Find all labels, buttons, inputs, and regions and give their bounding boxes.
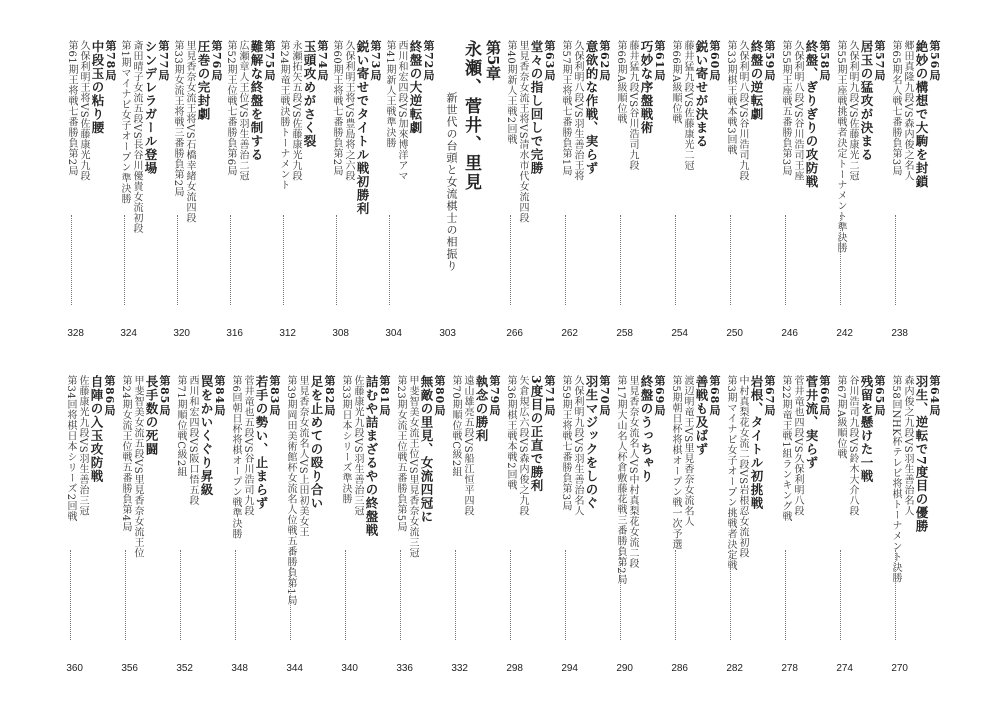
- game-players: 中村真梨花女流二段VS岩根忍女流初段: [737, 375, 748, 559]
- game-title: 善戦も及ばず: [694, 375, 709, 456]
- game-number: 第81局: [378, 375, 391, 417]
- toc-entry[interactable]: [615, 375, 665, 675]
- toc-entry[interactable]: [331, 40, 381, 340]
- game-players: 菅井竜也五段VS谷川浩司九段: [242, 375, 253, 517]
- dot-leader: [283, 215, 284, 305]
- game-event: 第57期王将戦七番勝負第1局: [560, 40, 571, 177]
- toc-entry[interactable]: [780, 40, 830, 340]
- game-title: 羽生マジックをしのぐ: [584, 375, 599, 510]
- game-number: 第56局: [928, 40, 941, 82]
- toc-entry[interactable]: [670, 375, 720, 675]
- dot-leader: [785, 550, 786, 640]
- game-title: 中段玉の粘り腰: [90, 40, 105, 135]
- game-number: 第59局: [763, 40, 776, 82]
- dot-leader: [124, 215, 125, 305]
- game-number: 第60局: [708, 40, 721, 82]
- toc-entry[interactable]: [670, 40, 720, 340]
- game-players: 久保利明九段VS羽生善治名人: [572, 375, 583, 517]
- game-title: 残留を懸けた一戦: [859, 375, 874, 483]
- game-event: 第67期A級順位戦: [835, 375, 846, 460]
- toc-entry[interactable]: [835, 40, 885, 340]
- game-players: 谷川浩司九段VS鈴木大介八段: [847, 375, 858, 517]
- game-players: 久保利明王将VS佐藤康光九段: [78, 40, 89, 182]
- page-number: 336: [396, 663, 413, 674]
- page-number: 308: [332, 328, 349, 339]
- game-number: 第79局: [488, 375, 501, 417]
- game-event: 第5期朝日杯将棋オープン戦一次予選: [670, 375, 681, 550]
- page-number: 303: [439, 328, 456, 339]
- dot-leader: [510, 550, 511, 640]
- page-number: 340: [341, 663, 358, 674]
- dot-leader: [71, 215, 72, 305]
- page-number: 238: [891, 328, 908, 339]
- game-number: 第82局: [323, 375, 336, 417]
- dot-leader: [895, 215, 896, 305]
- chapter-heading[interactable]: [440, 40, 500, 340]
- page-number: 324: [120, 328, 137, 339]
- game-event: 第65期名人戦七番勝負第3局: [890, 40, 901, 177]
- page-number: 348: [231, 663, 248, 674]
- game-players: 佐藤康光九段VS羽生善治三冠: [352, 375, 363, 517]
- chapter-title: 永瀬、菅井、里見: [461, 40, 481, 192]
- page-number: 242: [836, 328, 853, 339]
- game-number: 第85局: [158, 375, 171, 417]
- dot-leader: [345, 550, 346, 640]
- toc-entry[interactable]: [119, 40, 169, 340]
- game-number: 第65局: [873, 375, 886, 417]
- game-players: 遠山雄亮五段VS船江恒平四段: [462, 375, 473, 517]
- game-number: 第86局: [103, 375, 116, 417]
- game-title: 詰むや詰まざるやの終盤戦: [364, 375, 379, 537]
- game-title: 居玉の猛攻が決まる: [859, 40, 874, 162]
- chapter-number: 第5章: [484, 40, 502, 81]
- game-event: 第40期新人王戦2回戦: [505, 40, 516, 145]
- page-number: 328: [67, 328, 84, 339]
- toc-entry[interactable]: [725, 375, 775, 675]
- game-players: 広瀬章人王位VS羽生善治二冠: [237, 40, 248, 182]
- game-players: 森内俊之九段VS羽生善治名人: [902, 375, 913, 517]
- toc-entry[interactable]: [285, 375, 335, 675]
- game-players: 里見香奈女流王将VS清水市代女流四段: [517, 40, 528, 224]
- game-event: 第24期女流王位戦五番勝負第4局: [120, 375, 131, 533]
- toc-entry[interactable]: [450, 375, 500, 675]
- dot-leader: [510, 215, 511, 305]
- page-number: 352: [176, 663, 193, 674]
- game-event: 第6回朝日杯将棋オープン戦準決勝: [230, 375, 241, 540]
- game-players: 甲斐智美女流王位VS里見香奈女流三冠: [407, 375, 418, 559]
- page-number: 316: [226, 328, 243, 339]
- game-title: 岩根、タイトル初挑戦: [749, 375, 764, 510]
- toc-entry[interactable]: [890, 40, 940, 340]
- game-number: 第84局: [213, 375, 226, 417]
- game-players: 斎田晴子女流五段VS長谷川優貴女流初段: [131, 40, 142, 234]
- toc-entry[interactable]: [278, 40, 328, 340]
- toc-entry[interactable]: [120, 375, 170, 675]
- game-event: 第70期順位戦C級2組: [450, 375, 461, 478]
- dot-leader: [840, 215, 841, 305]
- game-number: 第83局: [268, 375, 281, 417]
- chapter-description: 新世代の台頭と女流棋士の相振り: [445, 92, 458, 272]
- game-event: 第61期王将戦七番勝負第2局: [66, 40, 77, 177]
- game-event: 第41期新人王戦準決勝: [384, 40, 395, 149]
- game-title: 難解な終盤を制する: [249, 40, 264, 162]
- toc-entry[interactable]: [225, 40, 275, 340]
- page-number: 294: [561, 663, 578, 674]
- toc-entry[interactable]: [340, 375, 390, 675]
- game-event: 第36期棋王戦本戦2回戦: [505, 375, 516, 491]
- dot-leader: [895, 550, 896, 640]
- page-number: 278: [781, 663, 798, 674]
- game-title: 圧巻の完封劇: [196, 40, 211, 121]
- game-players: 里見香奈女流名人VS上田初美女王: [297, 375, 308, 538]
- game-number: 第72局: [422, 40, 435, 82]
- game-title: 絶妙の構想で大駒を封鎖: [914, 40, 929, 189]
- game-title: 巧妙な序盤戦術: [639, 40, 654, 135]
- toc-entry[interactable]: [175, 375, 225, 675]
- game-event: 第24期竜王戦決勝トーナメント: [278, 40, 289, 191]
- page-number: 356: [121, 663, 138, 674]
- game-title: 3度目の正直で勝利: [529, 375, 544, 493]
- toc-entry[interactable]: [835, 375, 885, 675]
- dot-leader: [125, 550, 126, 640]
- game-event: 第1期マイナビ女子オープン準決勝: [119, 40, 130, 205]
- page-number: 312: [279, 328, 296, 339]
- game-title: 菅井流、実らず: [804, 375, 819, 470]
- game-players: 渡辺明竜王VS里見香奈女流名人: [682, 375, 693, 527]
- game-players: 郷田真隆九段VS森内俊之名人: [902, 40, 913, 182]
- game-players: 里見香奈女流王将VS石橋幸緒女流四段: [184, 40, 195, 224]
- game-event: 第33期女流王将戦三番勝負第2局: [172, 40, 183, 198]
- dot-leader: [455, 550, 456, 640]
- toc-entry[interactable]: [780, 375, 830, 675]
- dot-leader: [785, 215, 786, 305]
- game-players: 永瀬拓矢五段VS佐藤康光九段: [290, 40, 301, 182]
- game-event: 第71期順位戦C級2組: [175, 375, 186, 478]
- toc-entry[interactable]: [725, 40, 775, 340]
- game-title: シンデレラガール登場: [143, 40, 158, 175]
- page-number: 332: [451, 663, 468, 674]
- game-event: 第66期A級順位戦: [615, 40, 626, 125]
- game-players: 久保利明八段VS谷川浩司王座: [792, 40, 803, 182]
- toc-section-bottom-left: [60, 375, 500, 675]
- game-title: 鋭い寄せでタイトル戦初勝利: [355, 40, 370, 216]
- game-number: 第80局: [433, 375, 446, 417]
- game-players: 久保利明九段VS佐藤康光二冠: [847, 40, 858, 182]
- page-number: 246: [781, 328, 798, 339]
- game-number: 第63局: [543, 40, 556, 82]
- page-number: 286: [671, 663, 688, 674]
- page-number: 344: [286, 663, 303, 674]
- dot-leader: [565, 215, 566, 305]
- page-number: 270: [891, 663, 908, 674]
- dot-leader: [675, 550, 676, 640]
- game-event: 第22期竜王戦1組ランキング戦: [780, 375, 791, 522]
- game-title: 堂々の指し回しで完勝: [529, 40, 544, 175]
- dot-leader: [180, 550, 181, 640]
- page-number: 262: [561, 328, 578, 339]
- game-number: 第78局: [104, 40, 117, 82]
- game-event: 第34回将棋日本シリーズ2回戦: [65, 375, 76, 522]
- page-number: 320: [173, 328, 190, 339]
- game-number: 第76局: [210, 40, 223, 82]
- game-number: 第75局: [263, 40, 276, 82]
- game-event: 第66期A級順位戦: [670, 40, 681, 125]
- toc-entry[interactable]: [172, 40, 222, 340]
- game-event: 第52期王位戦七番勝負第6局: [225, 40, 236, 177]
- game-players: 久保利明王将VS豊島将之六段: [343, 40, 354, 182]
- toc-section-top-right: [500, 40, 940, 340]
- dot-leader: [336, 215, 337, 305]
- game-event: 第39期岡田美術館杯女流名人位戦五番勝負第1局: [285, 375, 296, 606]
- page-number: 258: [616, 328, 633, 339]
- game-number: 第57局: [873, 40, 886, 82]
- dot-leader: [235, 550, 236, 640]
- game-number: 第62局: [598, 40, 611, 82]
- game-number: 第58局: [818, 40, 831, 82]
- game-title: 執念の勝利: [474, 375, 489, 443]
- dot-leader: [565, 550, 566, 640]
- page-number: 266: [506, 328, 523, 339]
- game-number: 第64局: [928, 375, 941, 417]
- game-event: 第23期女流王位戦五番勝負第5局: [395, 375, 406, 533]
- game-title: 終盤の大逆転劇: [408, 40, 423, 135]
- game-number: 第69局: [653, 375, 666, 417]
- game-number: 第74局: [316, 40, 329, 82]
- dot-leader: [389, 215, 390, 305]
- game-event: 第33期棋王戦本戦3回戦: [725, 40, 736, 156]
- dot-leader: [620, 550, 621, 640]
- game-title: 無敵の里見、女流四冠に: [419, 375, 434, 524]
- game-number: 第73局: [369, 40, 382, 82]
- game-title: 意欲的な作戦、実らず: [584, 40, 599, 175]
- game-event: 第60期王将戦七番勝負第2局: [331, 40, 342, 177]
- game-title: 羽生、逆転で7度目の優勝: [914, 375, 929, 534]
- game-players: 里見香奈女流名人VS中村真梨花女流二段: [627, 375, 638, 569]
- game-number: 第61局: [653, 40, 666, 82]
- game-players: 西川和宏四段VS阪口悟五段: [187, 375, 198, 506]
- page-number: 282: [726, 663, 743, 674]
- toc-entry[interactable]: [384, 40, 434, 340]
- game-players: 久保利明八段VS谷川浩司九段: [737, 40, 748, 182]
- game-title: 自陣の入玉攻防戦: [89, 375, 104, 483]
- dot-leader: [70, 550, 71, 640]
- game-event: 第58回NHK杯テレビ将棋トーナメント決勝: [890, 375, 901, 584]
- game-title: 長手数の死闘: [144, 375, 159, 456]
- game-number: 第77局: [157, 40, 170, 82]
- toc-entry[interactable]: [560, 375, 610, 675]
- page-number: 274: [836, 663, 853, 674]
- game-number: 第66局: [818, 375, 831, 417]
- toc-section-bottom-right: [500, 375, 940, 675]
- game-players: 菅井竜也四段VS久保利明八段: [792, 375, 803, 517]
- toc-entry[interactable]: [615, 40, 665, 340]
- game-event: 第55期王座戦五番勝負第3局: [780, 40, 791, 177]
- game-players: 久保利明八段VS羽生善治王将: [572, 40, 583, 182]
- dot-leader: [290, 550, 291, 640]
- game-title: 玉頭攻めがさく裂: [302, 40, 317, 148]
- dot-leader: [177, 215, 178, 305]
- game-players: 甲斐智美女流五段VS里見香奈女流王位: [132, 375, 143, 559]
- page-number: 304: [385, 328, 402, 339]
- game-title: 若手の勢い、止まらず: [254, 375, 269, 510]
- game-number: 第71局: [543, 375, 556, 417]
- toc-section-top-left: [60, 40, 500, 340]
- toc-entry[interactable]: [890, 375, 940, 675]
- dot-leader: [675, 215, 676, 305]
- game-players: 佐藤康光九段VS羽生善治三冠: [77, 375, 88, 517]
- page-number: 250: [726, 328, 743, 339]
- game-title: 足を止めての殴り合い: [309, 375, 324, 510]
- game-players: 藤井猛九段VS谷川浩司九段: [627, 40, 638, 171]
- dot-leader: [400, 550, 401, 640]
- page-number: 290: [616, 663, 633, 674]
- toc-entry[interactable]: [560, 40, 610, 340]
- page-number: 360: [66, 663, 83, 674]
- dot-leader: [620, 215, 621, 305]
- game-title: 罠をかいくぐり昇級: [199, 375, 214, 497]
- game-title: 終盤、ぎりぎりの攻防戦: [804, 40, 819, 189]
- dot-leader: [230, 215, 231, 305]
- game-event: 第59期王将戦七番勝負第3局: [560, 375, 571, 512]
- game-event: 第55期王座戦挑戦者決定トーナメント準決勝: [835, 40, 846, 254]
- dot-leader: [730, 215, 731, 305]
- game-players: 矢倉規広六段VS森内俊之九段: [517, 375, 528, 517]
- game-players: 藤井猛九段VS佐藤康光二冠: [682, 40, 693, 171]
- game-event: 第3期マイナビ女子オープン挑戦者決定戦: [725, 375, 736, 571]
- toc-entry[interactable]: [65, 375, 115, 675]
- game-title: 終盤の逆転劇: [749, 40, 764, 121]
- game-number: 第68局: [708, 375, 721, 417]
- toc-entry[interactable]: [505, 375, 555, 675]
- page-number: 298: [506, 663, 523, 674]
- game-event: 第33期日本シリーズ準決勝: [340, 375, 351, 505]
- game-title: 終盤のうっちゃり: [639, 375, 654, 483]
- game-players: 西川和宏四段VS加來博洋アマ: [396, 40, 407, 182]
- game-number: 第67局: [763, 375, 776, 417]
- toc-entry[interactable]: [66, 40, 116, 340]
- game-title: 鋭い寄せが決まる: [694, 40, 709, 148]
- game-event: 第17期大山名人杯倉敷藤花戦三番勝負第2局: [615, 375, 626, 585]
- game-number: 第70局: [598, 375, 611, 417]
- dot-leader: [730, 550, 731, 640]
- toc-entry[interactable]: [395, 375, 445, 675]
- dot-leader: [840, 550, 841, 640]
- page-number: 254: [671, 328, 688, 339]
- toc-entry[interactable]: [505, 40, 555, 340]
- toc-entry[interactable]: [230, 375, 280, 675]
